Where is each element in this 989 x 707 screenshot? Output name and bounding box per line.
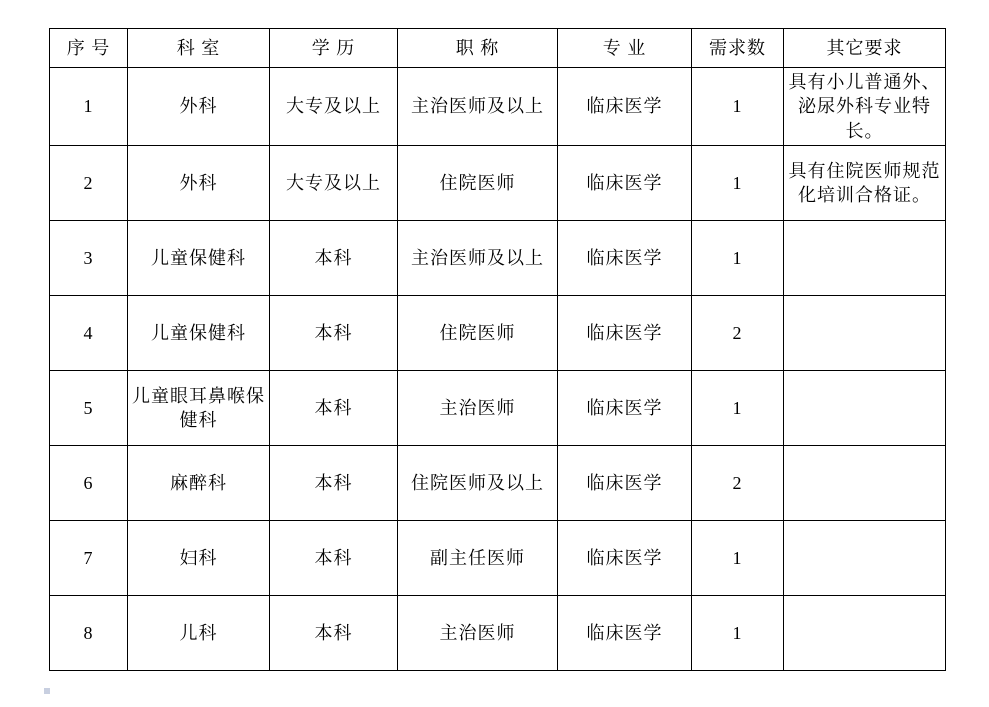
cell-title: 主治医师及以上 (398, 68, 558, 146)
cell-department: 妇科 (128, 520, 270, 595)
cell-education: 本科 (270, 370, 398, 445)
cell-title: 主治医师 (398, 595, 558, 670)
cell-index: 3 (50, 220, 128, 295)
cell-title: 住院医师及以上 (398, 445, 558, 520)
cell-index: 6 (50, 445, 128, 520)
cell-major: 临床医学 (558, 145, 692, 220)
cell-major: 临床医学 (558, 595, 692, 670)
cell-index: 8 (50, 595, 128, 670)
cell-other-requirements (784, 370, 946, 445)
cell-index: 7 (50, 520, 128, 595)
column-header-education: 学 历 (270, 29, 398, 68)
cell-title: 副主任医师 (398, 520, 558, 595)
cell-other-requirements (784, 445, 946, 520)
cell-quantity: 1 (692, 520, 784, 595)
table-header (50, 29, 946, 68)
table-row (50, 370, 946, 445)
cell-education: 本科 (270, 220, 398, 295)
column-header-department: 科 室 (128, 29, 270, 68)
cell-index: 1 (50, 68, 128, 146)
cell-other-requirements: 具有小儿普通外、泌尿外科专业特长。 (784, 68, 946, 146)
cell-title: 主治医师及以上 (398, 220, 558, 295)
cell-major: 临床医学 (558, 68, 692, 146)
table-body (50, 68, 946, 671)
cell-department: 外科 (128, 145, 270, 220)
cell-department: 外科 (128, 68, 270, 146)
table-row (50, 295, 946, 370)
cell-quantity: 1 (692, 220, 784, 295)
cell-index: 4 (50, 295, 128, 370)
recruitment-table (49, 28, 946, 671)
cell-quantity: 1 (692, 370, 784, 445)
column-header-other-requirements: 其它要求 (784, 29, 946, 68)
cell-other-requirements (784, 520, 946, 595)
cell-department: 麻醉科 (128, 445, 270, 520)
column-header-index: 序 号 (50, 29, 128, 68)
table-row (50, 595, 946, 670)
column-header-title: 职 称 (398, 29, 558, 68)
cell-quantity: 1 (692, 68, 784, 146)
cell-index: 2 (50, 145, 128, 220)
recruitment-table-wrapper (49, 28, 945, 671)
table-row (50, 220, 946, 295)
column-header-major: 专 业 (558, 29, 692, 68)
cell-education: 大专及以上 (270, 145, 398, 220)
cell-quantity: 1 (692, 595, 784, 670)
cell-department: 儿科 (128, 595, 270, 670)
cell-quantity: 2 (692, 445, 784, 520)
table-row (50, 520, 946, 595)
cell-title: 住院医师 (398, 295, 558, 370)
cell-major: 临床医学 (558, 520, 692, 595)
cell-major: 临床医学 (558, 370, 692, 445)
table-row (50, 445, 946, 520)
table-row (50, 145, 946, 220)
cell-title: 住院医师 (398, 145, 558, 220)
cell-education: 本科 (270, 295, 398, 370)
cell-other-requirements (784, 220, 946, 295)
page-corner-marker (44, 688, 50, 694)
cell-quantity: 1 (692, 145, 784, 220)
cell-quantity: 2 (692, 295, 784, 370)
cell-major: 临床医学 (558, 295, 692, 370)
cell-education: 本科 (270, 520, 398, 595)
cell-department: 儿童保健科 (128, 220, 270, 295)
cell-major: 临床医学 (558, 445, 692, 520)
cell-other-requirements (784, 295, 946, 370)
cell-department: 儿童保健科 (128, 295, 270, 370)
cell-education: 本科 (270, 445, 398, 520)
cell-education: 本科 (270, 595, 398, 670)
cell-index: 5 (50, 370, 128, 445)
cell-other-requirements: 具有住院医师规范化培训合格证。 (784, 145, 946, 220)
cell-department: 儿童眼耳鼻喉保健科 (128, 370, 270, 445)
cell-major: 临床医学 (558, 220, 692, 295)
cell-title: 主治医师 (398, 370, 558, 445)
table-header-row (50, 29, 946, 68)
cell-education: 大专及以上 (270, 68, 398, 146)
table-row (50, 68, 946, 146)
cell-other-requirements (784, 595, 946, 670)
column-header-quantity: 需求数 (692, 29, 784, 68)
